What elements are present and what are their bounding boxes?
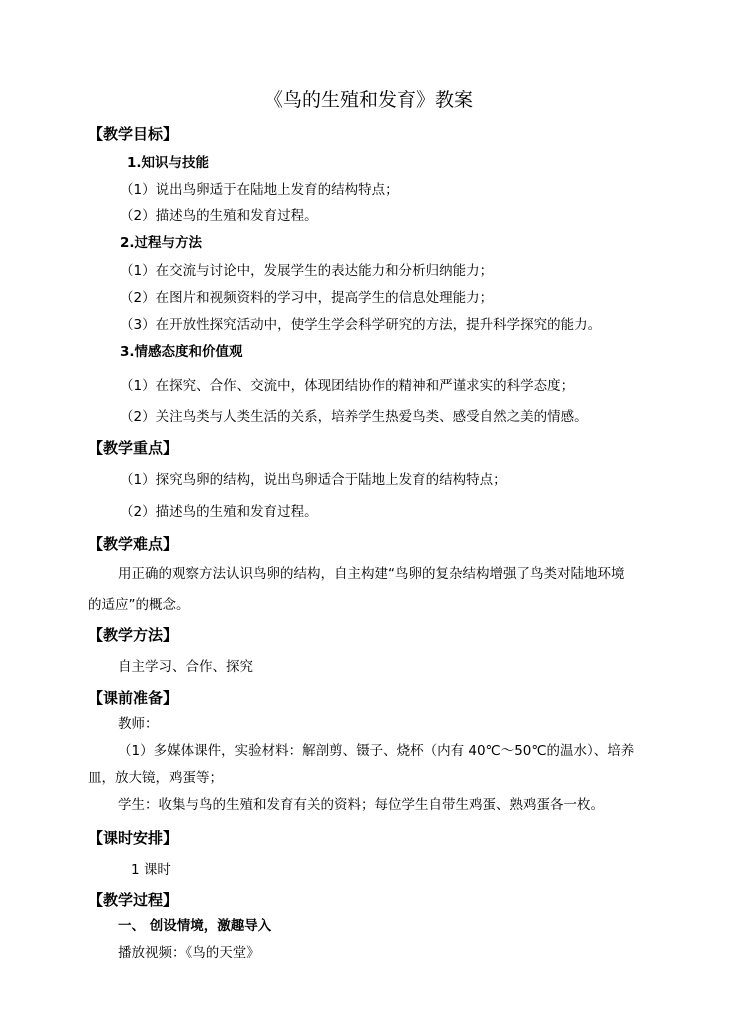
section-heading-objectives: 【教学目标】 bbox=[88, 125, 179, 143]
paragraph-line: 1 课时 bbox=[131, 862, 171, 878]
list-item: （1）说出鸟卵适于在陆地上发育的结构特点； bbox=[120, 182, 399, 198]
list-item: （1）探究鸟卵的结构，说出鸟卵适合于陆地上发育的结构特点； bbox=[120, 472, 507, 488]
subsection-title: 3.情感态度和价值观 bbox=[120, 344, 243, 360]
list-item: （1）在交流与讨论中，发展学生的表达能力和分析归纳能力； bbox=[120, 263, 494, 279]
section-heading-process: 【教学过程】 bbox=[88, 891, 179, 909]
section-heading-methods: 【教学方法】 bbox=[88, 626, 179, 644]
document-title: 《鸟的生殖和发育》教案 bbox=[264, 89, 474, 111]
paragraph-line: 教师： bbox=[118, 716, 159, 732]
paragraph-line: 皿，放大镜，鸡蛋等； bbox=[88, 770, 223, 786]
list-item: （2）描述鸟的生殖和发育过程。 bbox=[120, 208, 318, 224]
paragraph-line: 用正确的观察方法认识鸟卵的结构，自主构建“鸟卵的复杂结构增强了鸟类对陆地环境 bbox=[118, 566, 625, 582]
list-item: （2）关注鸟类与人类生活的关系，培养学生热爱鸟类、感受自然之美的情感。 bbox=[120, 409, 588, 425]
paragraph-line: 播放视频：《鸟的天堂》 bbox=[118, 945, 260, 961]
list-item: （3）在开放性探究活动中，使学生学会科学研究的方法，提升科学探究的能力。 bbox=[120, 317, 602, 333]
list-item: （2）在图片和视频资料的学习中，提高学生的信息处理能力； bbox=[120, 290, 494, 306]
list-item: （1）在探究、合作、交流中，体现团结协作的精神和严谨求实的科学态度； bbox=[120, 378, 575, 394]
paragraph-line: 的适应”的概念。 bbox=[88, 597, 190, 613]
paragraph-line: 自主学习、合作、探究 bbox=[118, 659, 253, 675]
section-heading-preparation: 【课前准备】 bbox=[88, 689, 179, 707]
paragraph-line: （1）多媒体课件，实验材料：解剖剪、镊子、烧杯（内有 40℃～50℃的温水）、培养 bbox=[118, 743, 635, 759]
subsection-title: 一、 创设情境，激趣导入 bbox=[118, 918, 272, 934]
paragraph-line: 学生：收集与鸟的生殖和发育有关的资料；每位学生自带生鸡蛋、熟鸡蛋各一枚。 bbox=[118, 797, 604, 813]
subsection-title: 2.过程与方法 bbox=[120, 235, 203, 251]
section-heading-difficulties: 【教学难点】 bbox=[88, 535, 179, 553]
list-item: （2）描述鸟的生殖和发育过程。 bbox=[120, 504, 318, 520]
subsection-title: 1.知识与技能 bbox=[127, 155, 210, 171]
section-heading-schedule: 【课时安排】 bbox=[88, 829, 179, 847]
section-heading-key-points: 【教学重点】 bbox=[88, 439, 179, 457]
